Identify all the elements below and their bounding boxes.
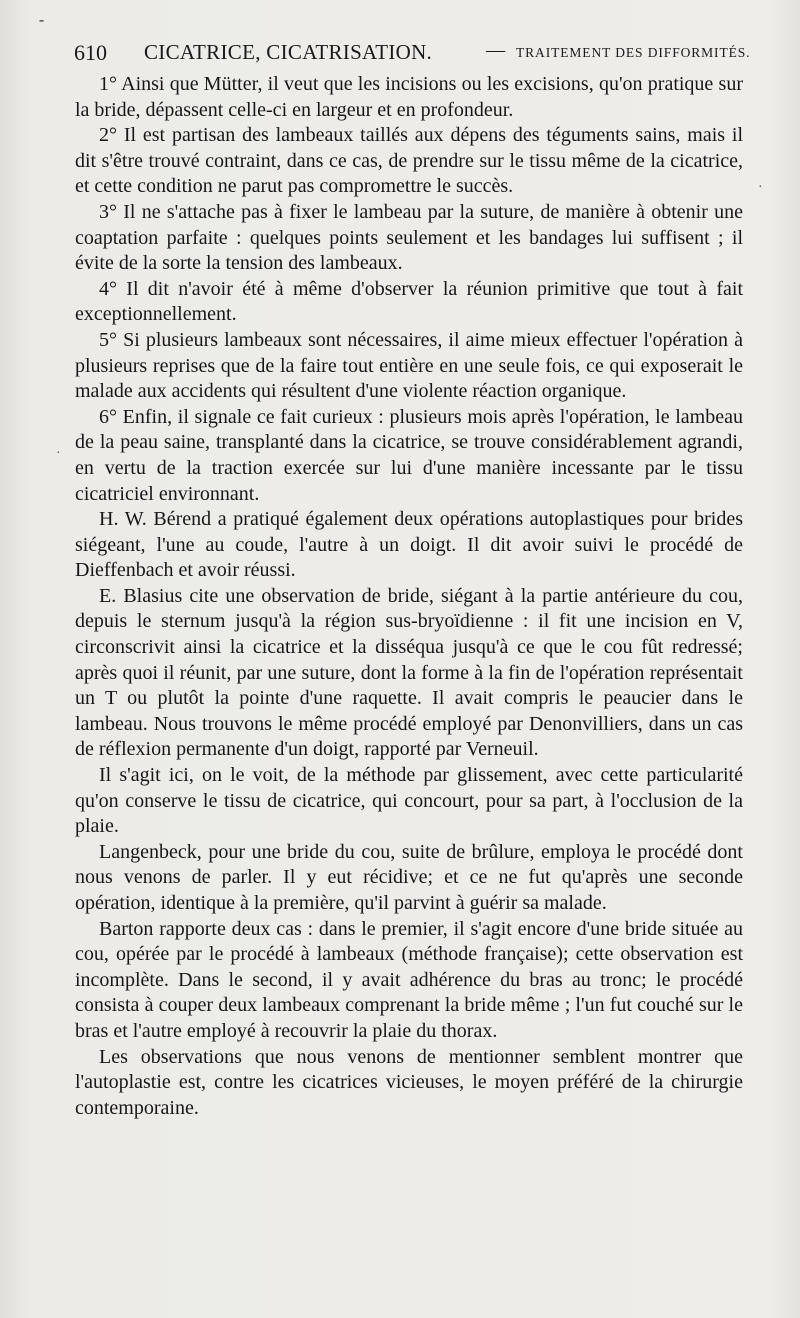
paragraph-1: 1° Ainsi que Mütter, il veut que les incisions ou les excisions, qu'on pratique sur la bride, dépassent celle-ci en largeur et en profondeur.	[75, 73, 743, 121]
running-header	[74, 36, 751, 66]
paragraph-12: Les observations que nous venons de mentionner semblent montrer que l'autoplastie est, contre les cicatrices vicieuses, le moyen préféré de la chirurgie contemporaine.	[75, 1045, 743, 1119]
page-number: 610	[74, 40, 107, 65]
paragraph-11: Barton rapporte deux cas : dans le premier, il s'agit encore d'une bride située au cou, opérée par le procédé à lambeaux (méthode française); cette observation est incomplète. Dans le second, il y avait adhérence du bras au tronc; le procédé consista à couper deux lambeaux comprenant la bride même ; l'un fut couché sur le bras et l'autre employé à recouvrir la plaie du thorax.	[75, 917, 743, 1042]
paragraph-8: E. Blasius cite une observation de bride, siégant à la partie antérieure du cou, depuis le sternum jusqu'à la région sus-bryoïdienne : il fit une incision en V, circonscrivit ainsi la cicatrice et la disséqua jusqu'à ce que le cou fût redressé; après quoi il réunit, par une suture, dont la forme à la fin de l'opération représentait un T ou plutôt la pointe d'une raquette. Il avait compris le peaucier dans le lambeau. Nous trouvons le même procédé employé par Denonvilliers, dans un cas de réflexion permanente d'un doigt, rapporté par Verneuil.	[75, 584, 743, 761]
paragraph-7: H. W. Bérend a pratiqué également deux opérations autoplastiques pour brides siégeant, l'une au coude, l'autre à un doigt. Il dit avoir suivi le procédé de Dieffenbach et avoir réussi.	[75, 508, 743, 582]
paragraph-9: Il s'agit ici, on le voit, de la méthode par glissement, avec cette particularité qu'on conserve le tissu de cicatrice, qui concourt, pour sa part, à l'occlusion de la plaie.	[75, 764, 743, 838]
speck-mark: ·	[56, 446, 61, 461]
running-title: CICATRICE, CICATRISATION.	[144, 40, 433, 64]
paragraph-5: 5° Si plusieurs lambeaux sont nécessaires, il aime mieux effectuer l'opération à plusieurs reprises que de la faire tout entière en une seule fois, ce qui exposerait le malade aux accidents qui résultent d'une violente réaction organique.	[75, 328, 743, 403]
paragraph-10: Langenbeck, pour une bride du cou, suite de brûlure, employa le procédé dont nous venons de parler. Il y eut récidive; et ce ne fut qu'après une seconde opération, identique à la première, qu'il parvint à guérir sa malade.	[75, 840, 743, 914]
paragraph-3: 3° Il ne s'attache pas à fixer le lambeau par la suture, de manière à obtenir une coaptation parfaite : quelques points seulement et les bandages lui suffisent ; il évite de la sorte la tension des lambeaux.	[75, 200, 743, 275]
paragraph-2: 2° Il est partisan des lambeaux taillés aux dépens des téguments sains, mais il dit s'être trouvé contraint, dans ce cas, de prendre sur le tissu même de la cicatrice, et cette condition ne parut pas compromettre le succès.	[75, 124, 743, 198]
text-body	[75, 72, 743, 1121]
running-subtitle: TRAITEMENT DES DIFFORMITÉS.	[516, 45, 751, 60]
paragraph-6: 6° Enfin, il signale ce fait curieux : plusieurs mois après l'opération, le lambeau de la peau saine, transplanté dans la cicatrice, se trouve considérablement agrandi, en vertu de la traction exercée sur lui d'une manière incessante par le tissu cicatriciel environnant.	[75, 405, 743, 505]
speck-mark: ·	[758, 180, 763, 195]
specks: ⁃	[38, 15, 45, 30]
header-dash: —	[486, 40, 505, 61]
paragraph-4: 4° Il dit n'avoir été à même d'observer la réunion primitive que tout à fait exceptionnellement.	[75, 277, 743, 326]
